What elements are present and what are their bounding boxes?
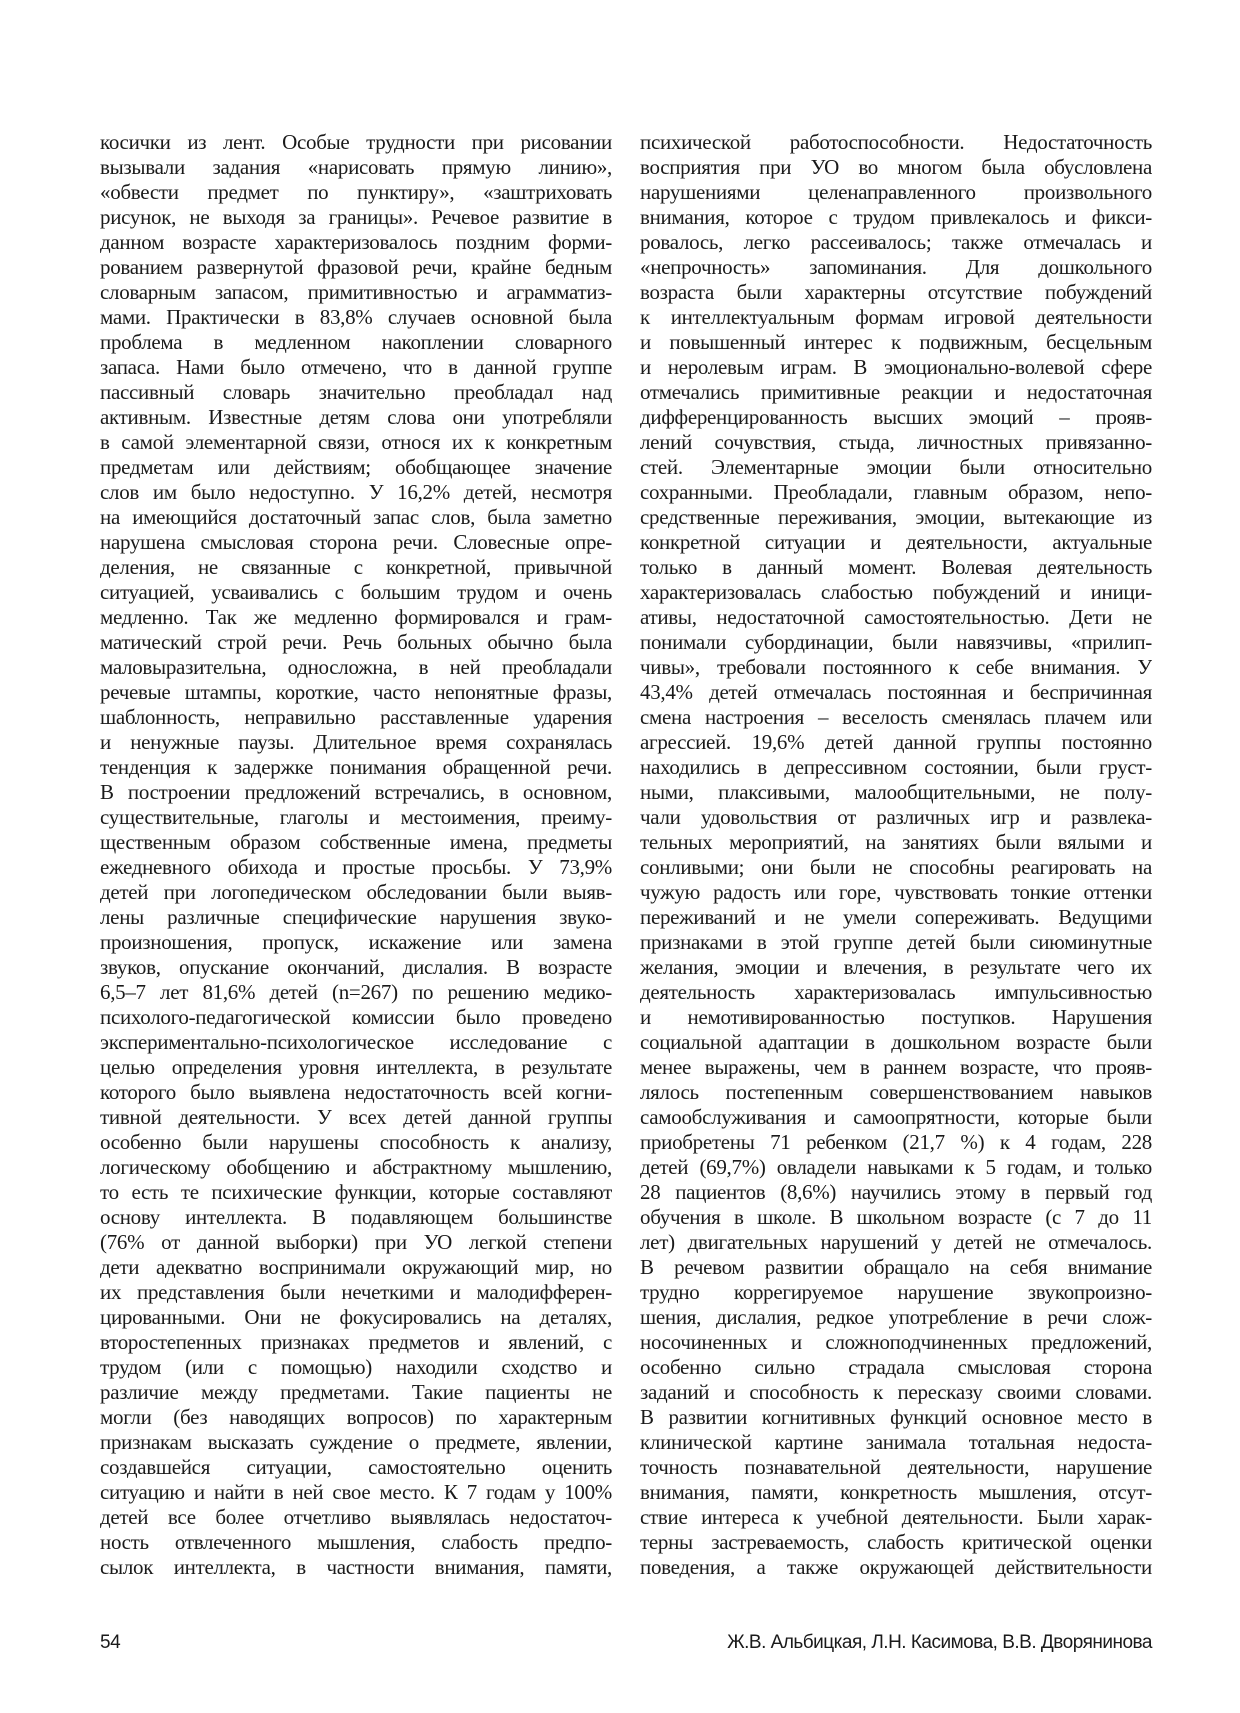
text-line: ситуацию и найти в ней свое место. К 7 годам у 100% <box>100 1480 612 1504</box>
text-line: активным. Известные детям слова они употребляли <box>100 405 612 429</box>
text-line: их представления были нечеткими и малодифферен- <box>100 1280 612 1304</box>
text-line: ситуацией, усваивались с большим трудом и очень <box>100 580 612 604</box>
text-line: 28 пациентов (8,6%) научились этому в первый год <box>640 1180 1152 1204</box>
text-line: психической работоспособности. Недостаточность <box>640 130 1152 154</box>
text-line: восприятия при УО во многом была обусловлена <box>640 155 1152 179</box>
text-line: 6,5–7 лет 81,6% детей (n=267) по решению медико- <box>100 980 612 1004</box>
text-line: точность познавательной деятельности, нарушение <box>640 1455 1152 1479</box>
text-line: детей все более отчетливо выявлялась недостаточ- <box>100 1505 612 1529</box>
text-line: дети адекватно воспринимали окружающий мир, но <box>100 1255 612 1279</box>
text-line: признаками в этой группе детей были сиюминутные <box>640 930 1152 954</box>
text-line: ность отвлеченного мышления, слабость предпо- <box>100 1530 612 1554</box>
text-line: ствие интереса к учебной деятельности. Были харак- <box>640 1505 1152 1529</box>
text-line: «непрочность» запоминания. Для дошкольного <box>640 255 1152 279</box>
text-line: речевые штампы, короткие, часто непонятные фразы, <box>100 680 612 704</box>
text-line: «обвести предмет по пунктиру», «заштриховать <box>100 180 612 204</box>
text-line: нарушена смысловая сторона речи. Словесные опре- <box>100 530 612 554</box>
text-column-left <box>100 130 612 1580</box>
text-line: тельных мероприятий, на занятиях были вялыми и <box>640 830 1152 854</box>
text-line: заданий и способность к пересказу своими словами. <box>640 1380 1152 1404</box>
text-line: деятельность характеризовалась импульсивностью <box>640 980 1152 1004</box>
text-line: социальной адаптации в дошкольном возрасте были <box>640 1030 1152 1054</box>
text-line: второстепенных признаках предметов и явлений, с <box>100 1330 612 1354</box>
text-line: самообслуживания и самоопрятности, которые были <box>640 1105 1152 1129</box>
text-line: 43,4% детей отмечалась постоянная и беспричинная <box>640 680 1152 704</box>
text-line: медленно. Так же медленно формировался и грам- <box>100 605 612 629</box>
text-line: трудно коррегируемое нарушение звукопроизно- <box>640 1280 1152 1304</box>
text-line: к интеллектуальным формам игровой деятельности <box>640 305 1152 329</box>
text-line: признакам высказать суждение о предмете, явлении, <box>100 1430 612 1454</box>
text-line: дифференцированность высших эмоций – прояв- <box>640 405 1152 429</box>
page-number: 54 <box>100 1632 121 1653</box>
text-line: шения, дислалия, редкое употребление в речи слож- <box>640 1305 1152 1329</box>
text-line: цированными. Они не фокусировались на деталях, <box>100 1305 612 1329</box>
text-line: чивы», требовали постоянного к себе внимания. У <box>640 655 1152 679</box>
text-line: лялось постепенным совершенствованием навыков <box>640 1080 1152 1104</box>
text-line: основу интеллекта. В подавляющем большинстве <box>100 1205 612 1229</box>
text-line: и повышенный интерес к подвижным, бесцельным <box>640 330 1152 354</box>
text-line: звуков, опускание окончаний, дислалия. В возрасте <box>100 955 612 979</box>
text-line: возраста были характерны отсутствие побуждений <box>640 280 1152 304</box>
text-line: и ненужные паузы. Длительное время сохранялась <box>100 730 612 754</box>
text-line: в самой элементарной связи, относя их к конкретным <box>100 430 612 454</box>
text-line: различие между предметами. Такие пациенты не <box>100 1380 612 1404</box>
text-line: ными, плаксивыми, малообщительными, не полу- <box>640 780 1152 804</box>
text-line: характеризовалась слабостью побуждений и иници- <box>640 580 1152 604</box>
text-line: обучения в школе. В школьном возрасте (с 7 до 11 <box>640 1205 1152 1229</box>
text-line: создавшейся ситуации, самостоятельно оценить <box>100 1455 612 1479</box>
text-line: проблема в медленном накоплении словарного <box>100 330 612 354</box>
text-line: лений сочувствия, стыда, личностных привязанно- <box>640 430 1152 454</box>
text-line: стей. Элементарные эмоции были относительно <box>640 455 1152 479</box>
text-line: агрессией. 19,6% детей данной группы постоянно <box>640 730 1152 754</box>
text-line: особенно были нарушены способность к анализу, <box>100 1130 612 1154</box>
text-column-right <box>640 130 1152 1580</box>
text-line: лены различные специфические нарушения звуко- <box>100 905 612 929</box>
text-line: запаса. Нами было отмечено, что в данной группе <box>100 355 612 379</box>
text-line: сонливыми; они были не способны реагировать на <box>640 855 1152 879</box>
text-line: только в данный момент. Волевая деятельность <box>640 555 1152 579</box>
text-line: ежедневного обихода и простые просьбы. У 73,9% <box>100 855 612 879</box>
running-footer-authors: Ж.В. Альбицкая, Л.Н. Касимова, В.В. Дворянинова <box>727 1632 1152 1653</box>
text-line: целью определения уровня интеллекта, в результате <box>100 1055 612 1079</box>
text-line: носочиненных и сложноподчиненных предложений, <box>640 1330 1152 1354</box>
text-line: внимания, памяти, конкретность мышления, отсут- <box>640 1480 1152 1504</box>
text-line: рисунок, не выходя за границы». Речевое развитие в <box>100 205 612 229</box>
text-line: произношения, пропуск, искажение или замена <box>100 930 612 954</box>
text-line: поведения, а также окружающей действительности <box>640 1555 1152 1579</box>
text-line: рованием развернутой фразовой речи, крайне бедным <box>100 255 612 279</box>
text-line: отмечались примитивные реакции и недостаточная <box>640 380 1152 404</box>
text-line: чали удовольствия от различных игр и развлека- <box>640 805 1152 829</box>
text-line: смена настроения – веселость сменялась плачем или <box>640 705 1152 729</box>
text-line: логическому обобщению и абстрактному мышлению, <box>100 1155 612 1179</box>
text-line: ативы, недостаточной самостоятельностью. Дети не <box>640 605 1152 629</box>
text-line: находились в депрессивном состоянии, были груст- <box>640 755 1152 779</box>
text-line: лет) двигательных нарушений у детей не отмечалось. <box>640 1230 1152 1254</box>
text-line: маловыразительна, односложна, в ней преобладали <box>100 655 612 679</box>
text-line: предметам или действиям; обобщающее значение <box>100 455 612 479</box>
text-line: слов им было недоступно. У 16,2% детей, несмотря <box>100 480 612 504</box>
text-line: детей при логопедическом обследовании были выяв- <box>100 880 612 904</box>
text-line: ровалось, легко рассеивалось; также отмечалась и <box>640 230 1152 254</box>
text-line: В развитии когнитивных функций основное место в <box>640 1405 1152 1429</box>
text-line: сохранными. Преобладали, главным образом, непо- <box>640 480 1152 504</box>
text-line: особенно сильно страдала смысловая сторона <box>640 1355 1152 1379</box>
text-line: детей (69,7%) овладели навыками к 5 годам, и только <box>640 1155 1152 1179</box>
text-line: на имеющийся достаточный запас слов, была заметно <box>100 505 612 529</box>
text-line: тенденция к задержке понимания обращенной речи. <box>100 755 612 779</box>
text-line: приобретены 71 ребенком (21,7 %) к 4 годам, 228 <box>640 1130 1152 1154</box>
text-line: косички из лент. Особые трудности при рисовании <box>100 130 612 154</box>
text-line: то есть те психические функции, которые составляют <box>100 1180 612 1204</box>
text-line: и неролевым играм. В эмоционально-волевой сфере <box>640 355 1152 379</box>
text-line: и немотивированностью поступков. Нарушения <box>640 1005 1152 1029</box>
text-line: переживаний и не умели сопереживать. Ведущими <box>640 905 1152 929</box>
text-line: вызывали задания «нарисовать прямую линию», <box>100 155 612 179</box>
text-line: психолого-педагогической комиссии было проведено <box>100 1005 612 1029</box>
text-line: В речевом развитии обращало на себя внимание <box>640 1255 1152 1279</box>
text-line: В построении предложений встречались, в основном, <box>100 780 612 804</box>
text-line: чужую радость или горе, чувствовать тонкие оттенки <box>640 880 1152 904</box>
text-line: трудом (или с помощью) находили сходство и <box>100 1355 612 1379</box>
text-line: данном возрасте характеризовалось поздним форми- <box>100 230 612 254</box>
text-line: менее выражены, чем в раннем возрасте, что прояв- <box>640 1055 1152 1079</box>
text-line: понимали субординации, были навязчивы, «прилип- <box>640 630 1152 654</box>
text-line: конкретной ситуации и деятельности, актуальные <box>640 530 1152 554</box>
text-line: могли (без наводящих вопросов) по характерным <box>100 1405 612 1429</box>
text-line: щественным образом собственные имена, предметы <box>100 830 612 854</box>
text-line: деления, не связанные с конкретной, привычной <box>100 555 612 579</box>
text-line: мами. Практически в 83,8% случаев основной была <box>100 305 612 329</box>
text-line: сылок интеллекта, в частности внимания, памяти, <box>100 1555 612 1579</box>
text-line: словарным запасом, примитивностью и аграмматиз- <box>100 280 612 304</box>
text-line: средственные переживания, эмоции, вытекающие из <box>640 505 1152 529</box>
text-line: внимания, которое с трудом привлекалось и фикси- <box>640 205 1152 229</box>
text-line: матический строй речи. Речь больных обычно была <box>100 630 612 654</box>
text-line: шаблонность, неправильно расставленные ударения <box>100 705 612 729</box>
text-line: экспериментально-психологическое исследование с <box>100 1030 612 1054</box>
text-line: тивной деятельности. У всех детей данной группы <box>100 1105 612 1129</box>
text-line: (76% от данной выборки) при УО легкой степени <box>100 1230 612 1254</box>
text-line: которого было выявлена недостаточность всей когни- <box>100 1080 612 1104</box>
text-line: нарушениями целенаправленного произвольного <box>640 180 1152 204</box>
text-line: существительные, глаголы и местоимения, преиму- <box>100 805 612 829</box>
text-line: пассивный словарь значительно преобладал над <box>100 380 612 404</box>
text-line: желания, эмоции и влечения, в результате чего их <box>640 955 1152 979</box>
text-line: клинической картине занимала тотальная недоста- <box>640 1430 1152 1454</box>
text-line: терны застреваемость, слабость критической оценки <box>640 1530 1152 1554</box>
